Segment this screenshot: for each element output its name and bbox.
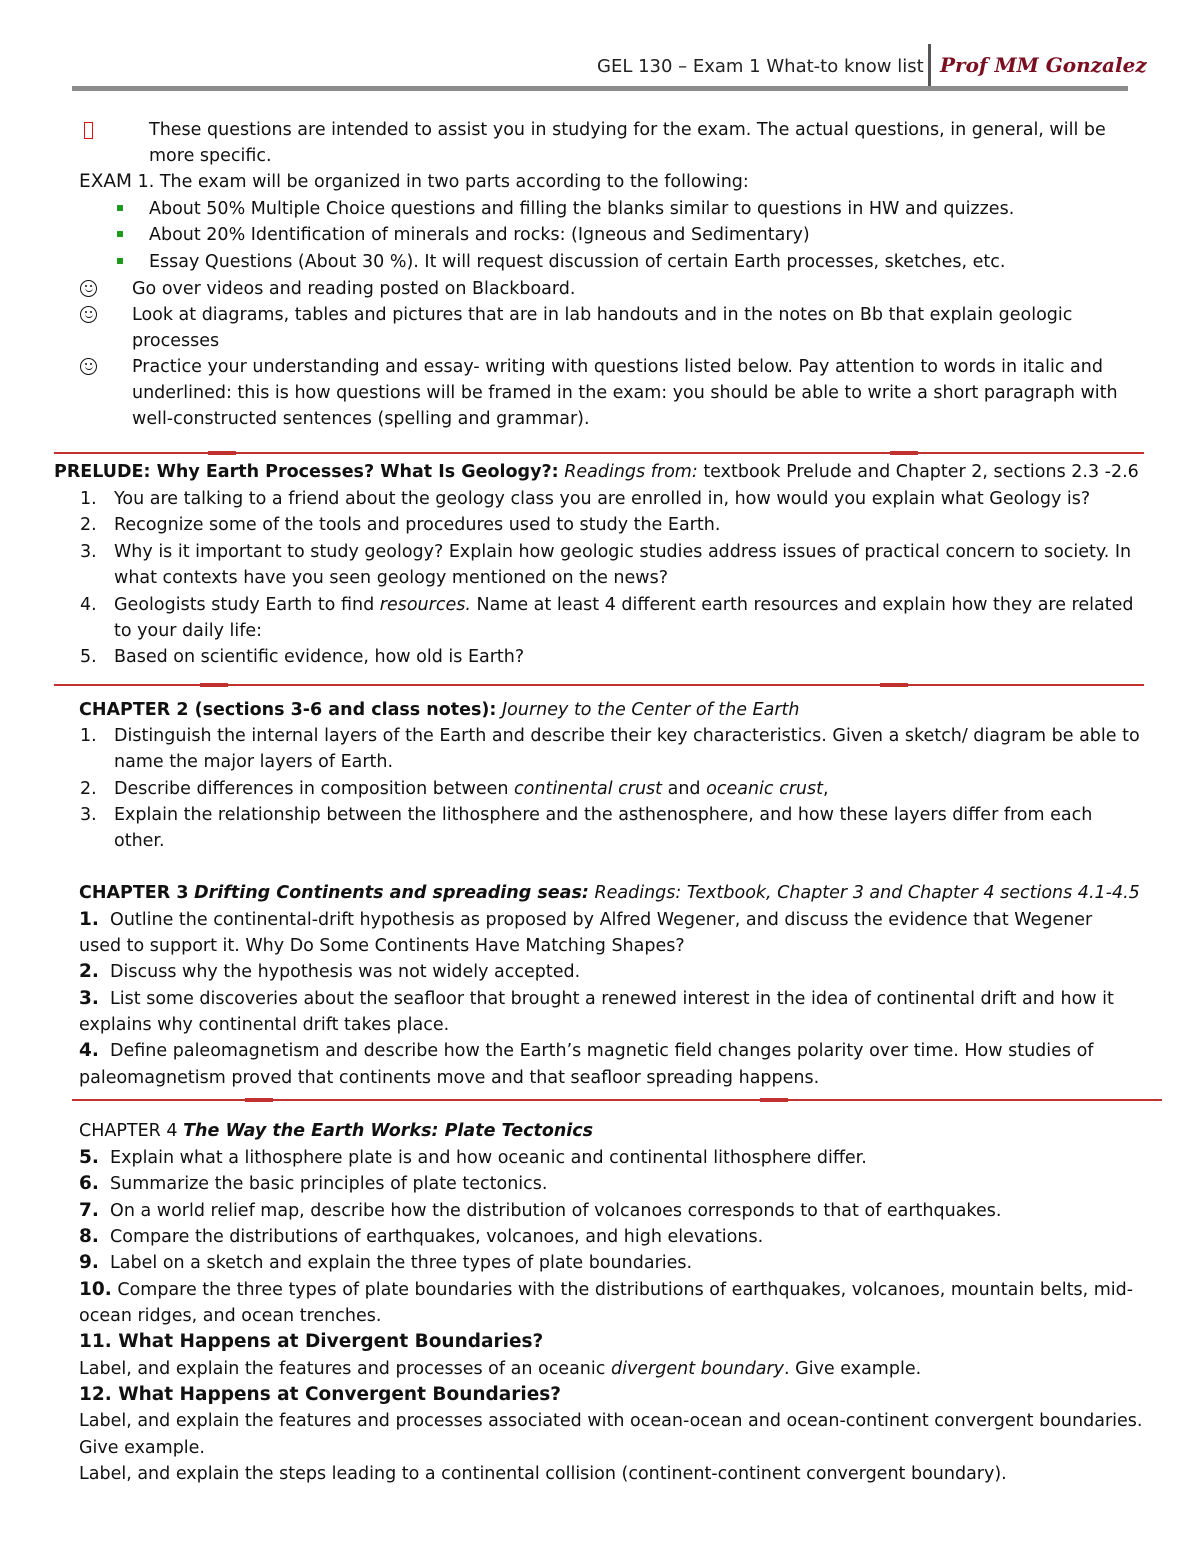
intro-line-2: more specific. (149, 146, 272, 166)
square-bullet-icon (117, 231, 123, 237)
exam-bullet-2: About 20% Identification of minerals and rocks: (Igneous and Sedimentary) (149, 225, 810, 245)
chapter2-item-3-line-2: other. (114, 831, 165, 851)
document-header-title: GEL 130 – Exam 1 What-to know list (597, 56, 924, 77)
prelude-heading-rest: textbook Prelude and Chapter 2, sections 2.3 -2.6 (703, 462, 1139, 482)
list-number: 5. (80, 647, 97, 667)
exam-text: 1. The exam will be organized in two parts according to the following: (137, 172, 749, 192)
chapter2-heading-bold: CHAPTER 2 (sections 3-6 and class notes): (79, 700, 497, 720)
header-separator (928, 44, 931, 88)
chapter4-heading-bold: CHAPTER 4 (79, 1121, 178, 1141)
q12-line-3: Label, and explain the steps leading to a continental collision (continent-continent convergent boundary). (79, 1464, 1007, 1484)
chapter4-item-5 (79, 1145, 867, 1171)
emphasis-divergent-boundary: divergent boundary (610, 1359, 785, 1379)
prelude-item-3-line-2: what contexts have you seen geology mentioned on the news? (114, 568, 668, 588)
emphasis-continental-crust: continental crust (514, 779, 663, 799)
text-run: Compare the distributions of earthquakes, volcanoes, and high elevations. (110, 1227, 764, 1247)
text-run: and (667, 779, 701, 799)
tip-2-line-1: Look at diagrams, tables and pictures that are in lab handouts and in the notes on Bb that explain geologic (132, 305, 1073, 325)
chapter3-heading (79, 880, 1140, 906)
chapter3-item-4-line-2: paleomagnetism proved that continents move and that seafloor spreading happens. (79, 1068, 820, 1088)
prelude-heading (54, 459, 1139, 485)
text-run: . Give example. (784, 1359, 922, 1379)
list-number: 8. (79, 1226, 99, 1247)
text-run: Describe differences in composition between (114, 779, 509, 799)
chapter4-item-10-line-2: ocean ridges, and ocean trenches. (79, 1306, 382, 1326)
list-number: 3. (80, 805, 97, 825)
divider-tick (208, 451, 236, 455)
chapter2-item-2 (114, 776, 829, 802)
text-run: List some discoveries about the seafloor that brought a renewed interest in the idea of continental drift and how it (110, 989, 1114, 1009)
chapter2-heading (79, 697, 799, 723)
exam-bullet-3: Essay Questions (About 30 %). It will request discussion of certain Earth processes, sketches, etc. (149, 252, 1006, 272)
section-divider (72, 1099, 1162, 1101)
chapter4-item-10-line-1 (79, 1277, 1133, 1303)
text-run: Compare the three types of plate boundaries with the distributions of earthquakes, volcanoes, mountain belts, mid- (117, 1280, 1134, 1300)
prelude-item-4-line-2: to your daily life: (114, 621, 263, 641)
text-run: Label on a sketch and explain the three types of plate boundaries. (110, 1253, 693, 1273)
square-bullet-icon (117, 258, 123, 264)
q12-line-2: Give example. (79, 1438, 205, 1458)
q12-line-1: Label, and explain the features and processes associated with ocean-ocean and ocean-continent convergent boundaries. (79, 1411, 1143, 1431)
list-number: 5. (79, 1147, 99, 1168)
text-run: Name at least 4 different earth resources and explain how they are related (476, 595, 1134, 615)
prelude-item-2: Recognize some of the tools and procedures used to study the Earth. (114, 515, 721, 535)
chapter2-item-1-line-2: name the major layers of Earth. (114, 752, 394, 772)
smiley-icon (80, 358, 97, 375)
list-number: 9. (79, 1252, 99, 1273)
text-run: Discuss why the hypothesis was not widely accepted. (110, 962, 581, 982)
square-bullet-icon (117, 205, 123, 211)
smiley-icon (80, 306, 97, 323)
chapter3-item-3-line-2: explains why continental drift takes place. (79, 1015, 450, 1035)
tip-1: Go over videos and reading posted on Blackboard. (132, 279, 576, 299)
exam-bullet-1: About 50% Multiple Choice questions and filling the blanks similar to questions in HW and quizzes. (149, 199, 1015, 219)
smiley-icon (80, 280, 97, 297)
chapter3-heading-bold-italic: Drifting Continents and spreading seas: (194, 883, 589, 903)
prelude-item-5: Based on scientific evidence, how old is Earth? (114, 647, 525, 667)
text-run: Explain what a lithosphere plate is and how oceanic and continental lithosphere differ. (110, 1148, 867, 1168)
prelude-item-3-line-1: Why is it important to study geology? Explain how geologic studies address issues of practical concern to society. In (114, 542, 1132, 562)
chapter4-item-6 (79, 1171, 547, 1197)
tip-3-line-2: underlined: this is how questions will be framed in the exam: you should be able to write a short paragraph with (132, 383, 1118, 403)
divider-tick (760, 1098, 788, 1102)
chapter4-heading-bold-italic: The Way the Earth Works: Plate Tectonics (183, 1121, 594, 1141)
list-number: 3. (80, 542, 97, 562)
chapter3-item-2 (79, 959, 580, 985)
divider-tick (245, 1098, 273, 1102)
divider-tick (880, 683, 908, 687)
text-run: Geologists study Earth to find (114, 595, 375, 615)
tip-3-line-3: well-constructed sentences (spelling and grammar). (132, 409, 590, 429)
emphasis-resources: resources. (379, 595, 471, 615)
chapter4-item-9 (79, 1250, 692, 1276)
chapter4-item-8 (79, 1224, 763, 1250)
list-number: 6. (79, 1173, 99, 1194)
list-number: 4. (79, 1040, 99, 1061)
text-run: , (822, 779, 829, 799)
divider-tick (890, 451, 918, 455)
chapter4-heading (79, 1118, 593, 1144)
chapter3-item-1-line-1 (79, 907, 1092, 933)
chapter3-item-1-line-2: used to support it. Why Do Some Continents Have Matching Shapes? (79, 936, 685, 956)
q11-text (79, 1356, 921, 1382)
prelude-item-1: You are talking to a friend about the geology class you are enrolled in, how would you explain what Geology is? (114, 489, 1091, 509)
list-number: 2. (80, 515, 97, 535)
list-number: 3. (79, 988, 99, 1009)
intro-line-1: These questions are intended to assist you in studying for the exam. The actual questions, in general, will be (149, 120, 1106, 140)
chapter3-item-4-line-1 (79, 1038, 1093, 1064)
text-run: Summarize the basic principles of plate tectonics. (110, 1174, 548, 1194)
prelude-heading-bold: PRELUDE: Why Earth Processes? What Is Geology?: (54, 462, 559, 482)
list-number: 1. (79, 909, 99, 930)
chapter4-item-7 (79, 1198, 1001, 1224)
text-run: Outline the continental-drift hypothesis as proposed by Alfred Wegener, and discuss the evidence that Wegener (110, 910, 1093, 930)
chapter2-item-1-line-1: Distinguish the internal layers of the Earth and describe their key characteristics. Given a sketch/ diagram be able to (114, 726, 1140, 746)
exam-intro (79, 169, 749, 195)
chapter3-heading-italic: Readings: Textbook, Chapter 3 and Chapter 4 sections 4.1-4.5 (594, 883, 1140, 903)
tip-2-line-2: processes (132, 331, 220, 351)
divider-tick (200, 683, 228, 687)
list-number: 7. (79, 1200, 99, 1221)
list-number: 1. (80, 489, 97, 509)
chapter3-heading-bold: CHAPTER 3 (79, 883, 189, 903)
prelude-heading-italic: Readings from: (564, 462, 698, 482)
prelude-item-4-line-1 (114, 592, 1133, 618)
tip-3-line-1: Practice your understanding and essay- writing with questions listed below. Pay attention to words in italic and (132, 357, 1103, 377)
chapter3-item-3-line-1 (79, 986, 1114, 1012)
list-number: 10. (79, 1279, 112, 1300)
list-number: 1. (80, 726, 97, 746)
text-run: Label, and explain the features and processes of an oceanic (79, 1359, 606, 1379)
professor-name: Prof MM Gonzalez (940, 53, 1147, 77)
q12-heading: 12. What Happens at Convergent Boundaries? (79, 1384, 562, 1405)
list-number: 2. (80, 779, 97, 799)
text-run: On a world relief map, describe how the distribution of volcanoes corresponds to that of earthquakes. (110, 1201, 1002, 1221)
emphasis-oceanic-crust: oceanic crust (706, 779, 823, 799)
chapter2-heading-italic: Journey to the Center of the Earth (502, 700, 800, 720)
list-number: 2. (79, 961, 99, 982)
missing-glyph-icon (84, 122, 93, 139)
exam-label: EXAM (79, 171, 132, 192)
chapter2-item-3-line-1: Explain the relationship between the lithosphere and the asthenosphere, and how these layers differ from each (114, 805, 1093, 825)
header-rule (72, 86, 1128, 91)
list-number: 4. (80, 595, 97, 615)
q11-heading: 11. What Happens at Divergent Boundaries? (79, 1331, 544, 1352)
text-run: Define paleomagnetism and describe how the Earth’s magnetic field changes polarity over time. How studies of (110, 1041, 1094, 1061)
